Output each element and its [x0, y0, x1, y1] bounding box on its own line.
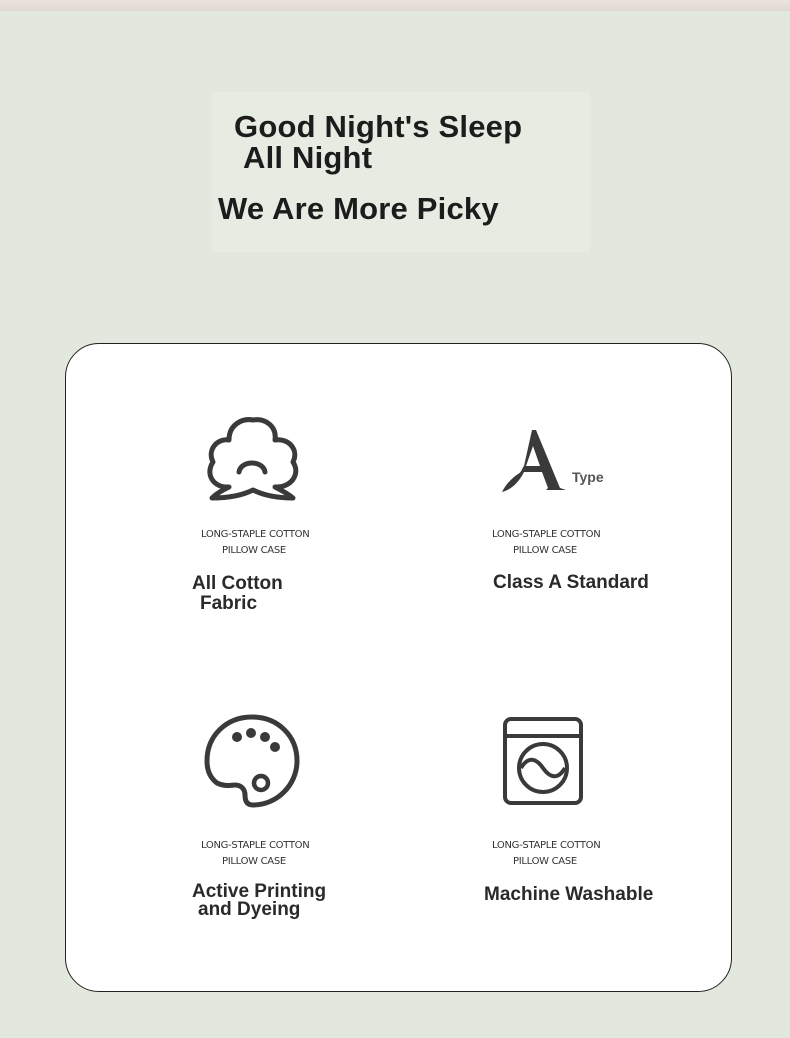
feature-1-subtitle-2: PILLOW CASE: [222, 545, 286, 556]
feature-3-title-2: and Dyeing: [198, 899, 301, 920]
headline-line-1: Good Night's Sleep: [234, 109, 523, 144]
feature-4-title: Machine Washable: [484, 884, 654, 905]
palette-icon: [203, 713, 301, 809]
class-a-type-label: Type: [572, 469, 604, 485]
feature-3-subtitle-2: PILLOW CASE: [222, 856, 286, 867]
cotton-icon: [203, 416, 301, 502]
feature-1-title-1: All Cotton: [192, 573, 283, 594]
feature-1-subtitle-1: LONG-STAPLE COTTON: [201, 529, 310, 540]
feature-2-subtitle-1: LONG-STAPLE COTTON: [492, 529, 601, 540]
headline-line-2: All Night: [243, 140, 373, 175]
feature-3-subtitle-1: LONG-STAPLE COTTON: [201, 840, 310, 851]
headline-line-3: We Are More Picky: [218, 191, 499, 226]
class-a-icon: [500, 428, 570, 494]
feature-4-subtitle-1: LONG-STAPLE COTTON: [492, 840, 601, 851]
feature-2-subtitle-2: PILLOW CASE: [513, 545, 577, 556]
feature-4-subtitle-2: PILLOW CASE: [513, 856, 577, 867]
top-strip: [0, 0, 790, 11]
washing-machine-icon: [502, 716, 584, 806]
feature-2-title: Class A Standard: [493, 572, 649, 593]
feature-3-title-1: Active Printing: [192, 881, 327, 902]
feature-1-title-2: Fabric: [200, 593, 258, 614]
